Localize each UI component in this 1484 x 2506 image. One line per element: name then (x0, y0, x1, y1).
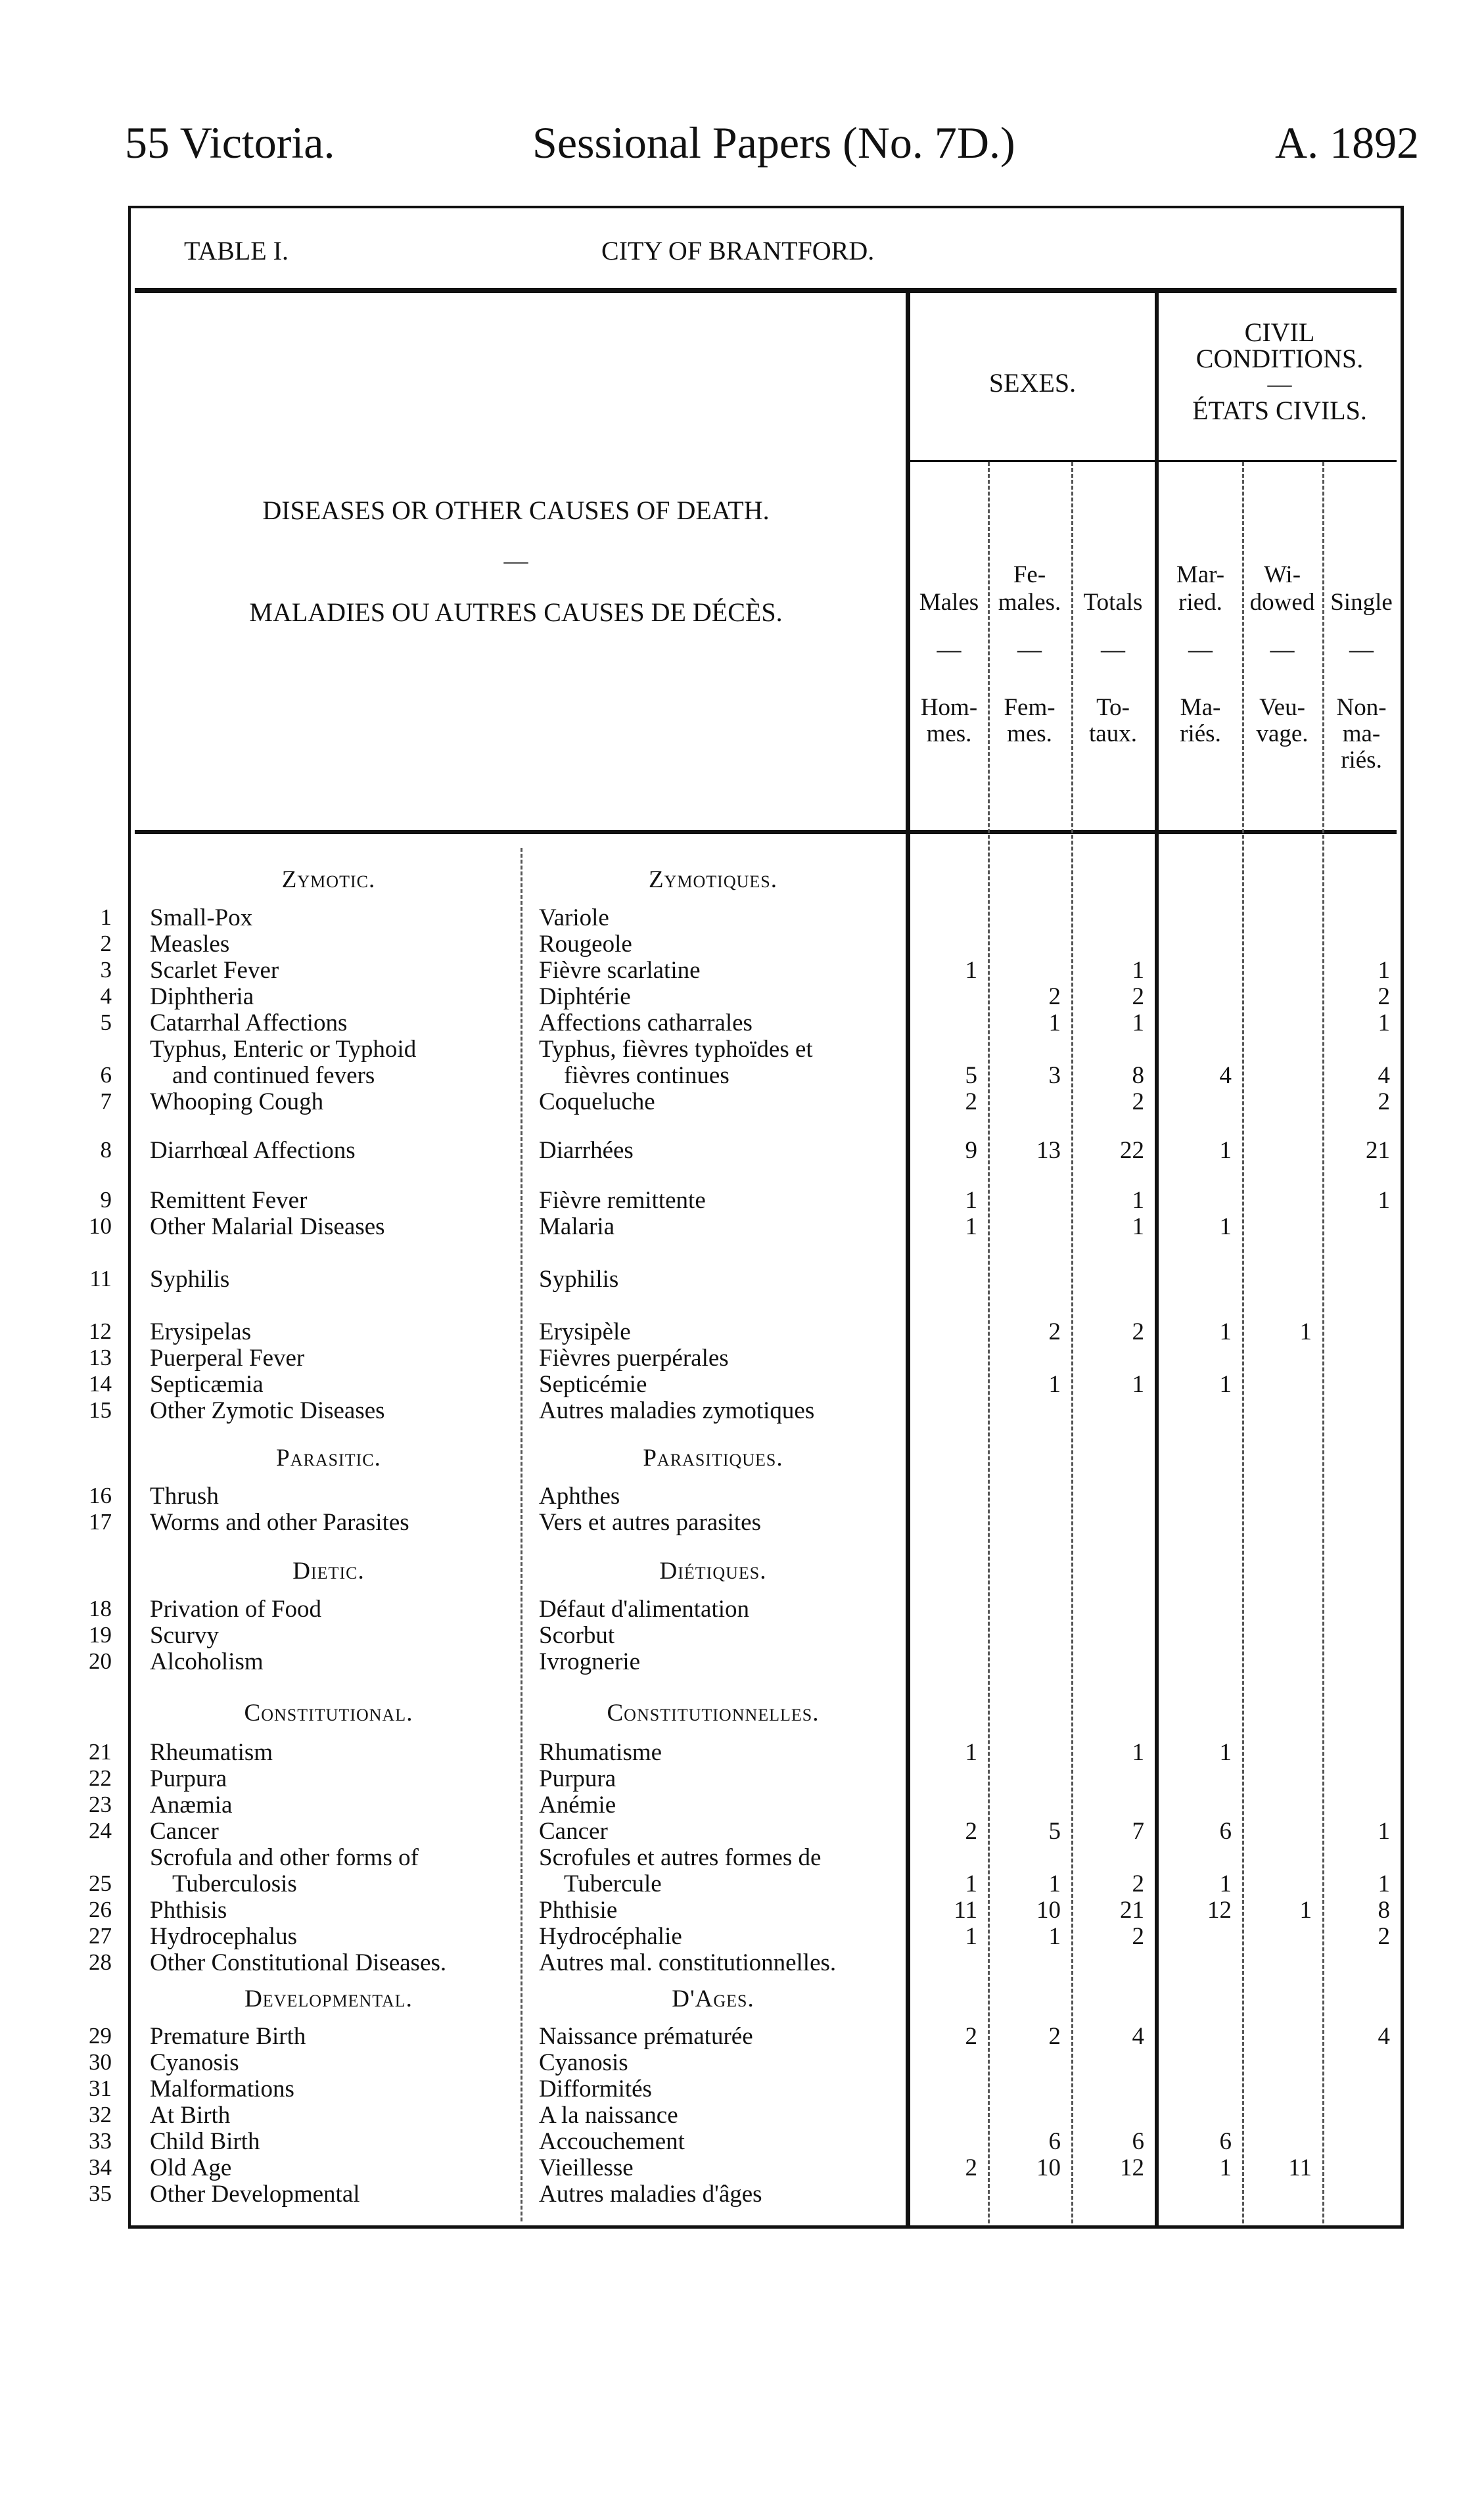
row-number: 10 (89, 1213, 112, 1239)
disease-name-en: Premature Birth (150, 2023, 306, 2050)
disease-name-en: Rheumatism (150, 1739, 273, 1766)
disease-name-fr: Défaut d'alimentation (539, 1596, 750, 1623)
disease-name-en: Purpura (150, 1765, 227, 1792)
disease-name-fr: Septicémie (539, 1371, 647, 1398)
disease-name-fr: Aphthes (539, 1483, 620, 1510)
cell-m: 2 (965, 2154, 977, 2181)
cell-m: 1 (965, 1870, 977, 1897)
sexes-heading: SEXES. (988, 368, 1077, 398)
disease-name-fr: Malaria (539, 1213, 615, 1240)
disease-name-en: Syphilis (150, 1266, 230, 1293)
row-number: 30 (89, 2049, 112, 2075)
disease-name-en: Other Zymotic Diseases (150, 1397, 385, 1424)
cell-t: 1 (1132, 957, 1144, 984)
disease-name-en: Alcoholism (150, 1648, 264, 1675)
disease-name-fr: Coqueluche (539, 1088, 655, 1115)
cell-s: 21 (1366, 1137, 1390, 1164)
header-center: Sessional Papers (No. 7D.) (532, 118, 1015, 168)
cell-f: 6 (1048, 2128, 1061, 2155)
cell-t: 2 (1132, 1870, 1144, 1897)
disease-name-fr: Autres maladies d'âges (539, 2181, 762, 2208)
row-number: 34 (89, 2154, 112, 2180)
col-single-fr-2: ma- (1342, 720, 1381, 747)
disease-name-en: Malformations (150, 2076, 294, 2102)
row-number: 7 (100, 1088, 112, 1114)
row-number: 28 (89, 1949, 112, 1975)
row-number: 11 (89, 1266, 112, 1291)
col-married-fr-2: riés. (1180, 720, 1221, 747)
disease-name-en: Other Constitutional Diseases. (150, 1949, 447, 1976)
cell-s: 1 (1378, 1187, 1390, 1214)
disease-name-fr-cont: fièvres continues (564, 1062, 730, 1089)
cell-m: 1 (965, 1923, 977, 1950)
heading-dash: — (503, 547, 528, 574)
row-number: 18 (89, 1596, 112, 1621)
section-developmental-fr: D'Ages. (672, 1985, 754, 2012)
cell-ma: 1 (1219, 1371, 1232, 1398)
cell-t: 22 (1120, 1137, 1144, 1164)
disease-name-fr: Fièvre remittente (539, 1187, 706, 1214)
row-number: 24 (89, 1818, 112, 1844)
section-constitutional-fr: Constitutionnelles. (607, 1700, 820, 1727)
disease-name-fr: Erysipèle (539, 1318, 631, 1345)
col-married-1: Mar- (1176, 561, 1225, 588)
names-col-rule (906, 293, 910, 2225)
cell-s: 1 (1378, 957, 1390, 984)
cell-ma: 1 (1219, 1870, 1232, 1897)
section-dietic-fr: Diétiques. (659, 1558, 767, 1585)
cell-m: 2 (965, 1818, 977, 1845)
cell-t: 12 (1120, 2154, 1144, 2181)
disease-name-en: At Birth (150, 2102, 231, 2129)
disease-name-fr: Hydrocéphalie (539, 1923, 682, 1950)
disease-name-fr-cont: Tubercule (564, 1870, 662, 1897)
cell-m: 1 (965, 1213, 977, 1240)
row-number: 6 (100, 1062, 112, 1088)
row-number: 21 (89, 1739, 112, 1765)
row-number: 32 (89, 2102, 112, 2127)
col-dash-5: — (1270, 636, 1295, 663)
section-zymotic-fr: Zymotiques. (649, 866, 777, 893)
disease-name-fr: Diphtérie (539, 983, 631, 1010)
col-married-2: ried. (1178, 589, 1222, 616)
table-bottom-rule (128, 2225, 1404, 2229)
row-number: 26 (89, 1897, 112, 1922)
col-widowed-1: Wi- (1263, 561, 1301, 588)
col-single: Single (1330, 589, 1393, 616)
cell-t: 1 (1132, 1371, 1144, 1398)
cell-t: 8 (1132, 1062, 1144, 1089)
row-number: 27 (89, 1923, 112, 1949)
cell-w: 1 (1299, 1897, 1312, 1924)
cell-t: 2 (1132, 1088, 1144, 1115)
table-label: TABLE I. (184, 236, 289, 266)
disease-name-fr: A la naissance (539, 2102, 678, 2129)
col-males-fr-1: Hom- (920, 694, 978, 721)
row-number: 25 (89, 1870, 112, 1896)
disease-name-en: Catarrhal Affections (150, 1009, 348, 1036)
col-single-fr-1: Non- (1336, 694, 1387, 721)
disease-name-en: Other Developmental (150, 2181, 360, 2208)
disease-name-fr: Fièvres puerpérales (539, 1345, 729, 1372)
cell-t: 6 (1132, 2128, 1144, 2155)
cell-t: 1 (1132, 1739, 1144, 1766)
row-number: 8 (100, 1137, 112, 1163)
cell-m: 2 (965, 1088, 977, 1115)
cell-s: 1 (1378, 1870, 1390, 1897)
disease-name-fr: Scorbut (539, 1622, 615, 1649)
header-bottom-rule (135, 830, 1397, 834)
disease-name-fr: Fièvre scarlatine (539, 957, 701, 984)
cell-m: 11 (954, 1897, 977, 1924)
row-number: 29 (89, 2023, 112, 2049)
cell-ma: 6 (1219, 1818, 1232, 1845)
disease-name-fr: Purpura (539, 1765, 616, 1792)
cell-s: 1 (1378, 1009, 1390, 1036)
disease-name-en: Small-Pox (150, 904, 253, 931)
cell-t: 1 (1132, 1213, 1144, 1240)
cell-t: 2 (1132, 983, 1144, 1010)
header-right: A. 1892 (1275, 118, 1420, 168)
disease-name-fr: Cyanosis (539, 2049, 628, 2076)
table-top-rule (128, 206, 1402, 208)
table-right-rule (1401, 206, 1404, 2228)
header-left: 55 Victoria. (125, 118, 335, 168)
disease-name-fr: Rougeole (539, 931, 632, 958)
disease-name-en: Puerperal Fever (150, 1345, 305, 1372)
col-dash-3: — (1101, 636, 1125, 663)
disease-name-fr: Variole (539, 904, 609, 931)
row-number: 33 (89, 2128, 112, 2154)
cell-t: 2 (1132, 1923, 1144, 1950)
row-number: 17 (89, 1509, 112, 1535)
cell-m: 2 (965, 2023, 977, 2050)
row-number: 35 (89, 2181, 112, 2206)
cell-f: 5 (1048, 1818, 1061, 1845)
col-single-fr-3: riés. (1341, 747, 1382, 774)
disease-name-fr: Naissance prématurée (539, 2023, 753, 2050)
disease-name-en: Worms and other Parasites (150, 1509, 409, 1536)
cell-f: 10 (1036, 2154, 1061, 2181)
disease-name-fr: Phthisie (539, 1897, 618, 1924)
cell-t: 1 (1132, 1009, 1144, 1036)
en-fr-divider (521, 848, 522, 2221)
row-number: 5 (100, 1009, 112, 1035)
row-number: 2 (100, 931, 112, 956)
disease-name-en: Whooping Cough (150, 1088, 324, 1115)
disease-name-fr: Vieillesse (539, 2154, 634, 2181)
cell-m: 1 (965, 1187, 977, 1214)
col-males: Males (919, 589, 979, 616)
cell-w: 11 (1288, 2154, 1312, 2181)
cell-f: 2 (1048, 983, 1061, 1010)
cell-ma: 1 (1219, 1739, 1232, 1766)
disease-name-fr: Accouchement (539, 2128, 685, 2155)
cell-t: 7 (1132, 1818, 1144, 1845)
row-number: 31 (89, 2076, 112, 2101)
disease-name-fr: Anémie (539, 1792, 616, 1819)
disease-name-en: Hydrocephalus (150, 1923, 297, 1950)
cell-m: 1 (965, 1739, 977, 1766)
col-females-fr-2: mes. (1007, 720, 1052, 747)
col-dash-2: — (1017, 636, 1042, 663)
cell-t: 4 (1132, 2023, 1144, 2050)
disease-name-en: Anæmia (150, 1792, 233, 1819)
title-rule (135, 288, 1397, 293)
cell-ma: 1 (1219, 1137, 1232, 1164)
cell-s: 2 (1378, 983, 1390, 1010)
civil-heading-2: CONDITIONS. (1195, 344, 1364, 373)
disease-name-en: Typhus, Enteric or Typhoid (150, 1036, 417, 1063)
cell-s: 4 (1378, 1062, 1390, 1089)
cell-ma: 1 (1219, 1213, 1232, 1240)
diseases-heading-fr: MALADIES OU AUTRES CAUSES DE DÉCÈS. (249, 597, 783, 627)
row-number: 13 (89, 1345, 112, 1370)
row-number: 22 (89, 1765, 112, 1791)
col-married-fr-1: Ma- (1180, 694, 1221, 721)
cell-ma: 1 (1219, 1318, 1232, 1345)
cell-f: 2 (1048, 2023, 1061, 2050)
col-dash-1: — (937, 636, 962, 663)
disease-name-en: Phthisis (150, 1897, 227, 1924)
cell-t: 2 (1132, 1318, 1144, 1345)
civil-heading-1: CIVIL (1244, 317, 1315, 347)
row-number: 3 (100, 957, 112, 983)
section-constitutional-en: Constitutional. (244, 1700, 413, 1727)
col-widowed-fr-2: vage. (1256, 720, 1309, 747)
cell-f: 3 (1048, 1062, 1061, 1089)
section-dietic-en: Dietic. (292, 1558, 365, 1585)
col-females-1: Fe- (1013, 561, 1046, 588)
cell-s: 2 (1378, 1923, 1390, 1950)
col-totals: Totals (1083, 589, 1143, 616)
cell-t: 21 (1120, 1897, 1144, 1924)
disease-name-fr: Typhus, fièvres typhoïdes et (539, 1036, 813, 1063)
cell-t: 1 (1132, 1187, 1144, 1214)
disease-name-en: Other Malarial Diseases (150, 1213, 385, 1240)
disease-name-en: Septicæmia (150, 1371, 264, 1398)
cell-s: 1 (1378, 1818, 1390, 1845)
cell-s: 4 (1378, 2023, 1390, 2050)
row-number: 19 (89, 1622, 112, 1648)
disease-name-fr: Syphilis (539, 1266, 619, 1293)
disease-name-en: Cancer (150, 1818, 219, 1845)
civil-heading-fr: ÉTATS CIVILS. (1192, 396, 1367, 425)
disease-name-fr: Difformités (539, 2076, 652, 2102)
cell-f: 1 (1048, 1870, 1061, 1897)
disease-name-en: Diphtheria (150, 983, 254, 1010)
disease-name-fr: Affections catharrales (539, 1009, 753, 1036)
disease-name-en: Scarlet Fever (150, 957, 279, 984)
cell-f: 1 (1048, 1009, 1061, 1036)
disease-name-fr: Vers et autres parasites (539, 1509, 762, 1536)
section-developmental-en: Developmental. (244, 1985, 413, 2012)
disease-name-en-cont: and continued fevers (172, 1062, 375, 1089)
disease-name-en: Thrush (150, 1483, 219, 1510)
disease-name-en: Diarrhœal Affections (150, 1137, 356, 1164)
disease-name-en-cont: Tuberculosis (172, 1870, 297, 1897)
row-number: 9 (100, 1187, 112, 1213)
col-totals-fr-2: taux. (1089, 720, 1137, 747)
disease-name-en: Old Age (150, 2154, 232, 2181)
cell-ma: 4 (1219, 1062, 1232, 1089)
disease-name-en: Privation of Food (150, 1596, 322, 1623)
cell-s: 2 (1378, 1088, 1390, 1115)
col-females-fr-1: Fem- (1004, 694, 1055, 721)
disease-name-en: Remittent Fever (150, 1187, 308, 1214)
cell-f: 10 (1036, 1897, 1061, 1924)
cell-f: 13 (1036, 1137, 1061, 1164)
col-males-fr-2: mes. (926, 720, 972, 747)
diseases-heading-en: DISEASES OR OTHER CAUSES OF DEATH. (262, 496, 770, 525)
cell-m: 9 (965, 1137, 977, 1164)
col-widowed-fr-1: Veu- (1259, 694, 1305, 721)
section-parasitic-fr: Parasitiques. (643, 1445, 783, 1472)
disease-name-en: Scrofula and other forms of (150, 1844, 419, 1871)
cell-ma: 1 (1219, 2154, 1232, 2181)
disease-name-en: Erysipelas (150, 1318, 252, 1345)
disease-name-en: Measles (150, 931, 230, 958)
civil-heading-dash: — (1267, 371, 1292, 398)
col-widowed-2: dowed (1249, 589, 1315, 616)
row-number: 1 (100, 904, 112, 930)
cell-s: 8 (1378, 1897, 1390, 1924)
table-left-rule (128, 206, 131, 2228)
disease-name-en: Cyanosis (150, 2049, 239, 2076)
cell-m: 5 (965, 1062, 977, 1089)
disease-name-fr: Autres maladies zymotiques (539, 1397, 815, 1424)
cell-f: 1 (1048, 1923, 1061, 1950)
col-totals-fr-1: To- (1096, 694, 1130, 721)
row-number: 15 (89, 1397, 112, 1423)
disease-name-fr: Ivrognerie (539, 1648, 641, 1675)
disease-name-en: Child Birth (150, 2128, 260, 2155)
row-number: 12 (89, 1318, 112, 1344)
cell-ma: 12 (1207, 1897, 1232, 1924)
disease-name-fr: Scrofules et autres formes de (539, 1844, 822, 1871)
row-number: 20 (89, 1648, 112, 1674)
row-number: 23 (89, 1792, 112, 1817)
disease-name-fr: Rhumatisme (539, 1739, 662, 1766)
cell-f: 1 (1048, 1371, 1061, 1398)
row-number: 4 (100, 983, 112, 1009)
section-parasitic-en: Parasitic. (276, 1445, 381, 1472)
col-dash-4: — (1188, 636, 1213, 663)
disease-name-fr: Cancer (539, 1818, 608, 1845)
row-number: 14 (89, 1371, 112, 1397)
table-city: CITY OF BRANTFORD. (601, 236, 875, 266)
disease-name-fr: Autres mal. constitutionnelles. (539, 1949, 837, 1976)
cell-f: 2 (1048, 1318, 1061, 1345)
cell-m: 1 (965, 957, 977, 984)
cell-ma: 6 (1219, 2128, 1232, 2155)
cell-w: 1 (1299, 1318, 1312, 1345)
disease-name-fr: Diarrhées (539, 1137, 634, 1164)
section-zymotic-en: Zymotic. (281, 866, 376, 893)
col-females-2: males. (998, 589, 1061, 616)
row-number: 16 (89, 1483, 112, 1508)
disease-name-en: Scurvy (150, 1622, 219, 1649)
col-dash-6: — (1349, 636, 1374, 663)
